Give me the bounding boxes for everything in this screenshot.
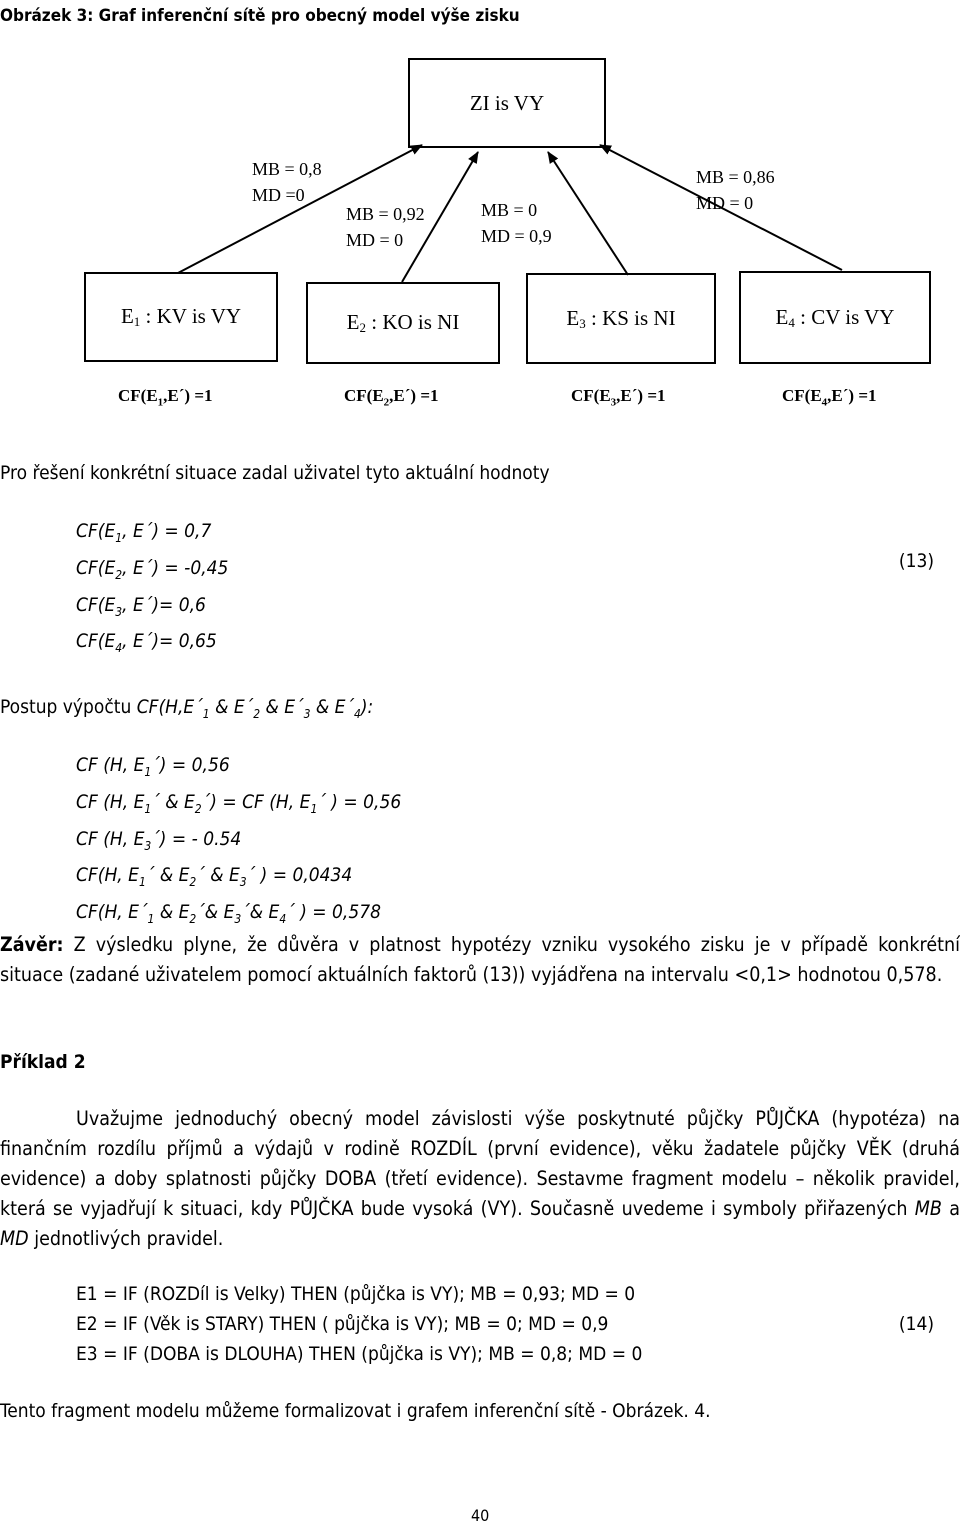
equation-number-13: (13) <box>898 550 934 572</box>
conclusion-label: Závěr: <box>0 933 64 956</box>
edge-label-4 <box>696 164 775 216</box>
cf-label-1: $CF(E_1,E´) =1$ <box>118 386 213 409</box>
evidence-node-3 <box>526 273 716 364</box>
rule-1: E1 = IF (ROZDíl is Velky) THEN (půjčka is VY); MB = 0,93; MD = 0 <box>76 1283 636 1305</box>
edge-4-md: MD = 0 <box>696 193 754 213</box>
calc-line-2: CF (H, $E_1´$ & $E_2´$) = CF (H, $E_1´$ ) = 0,56 <box>76 790 402 816</box>
hypothesis-label: ZI is VY <box>469 90 545 115</box>
calc-line-5: CF(H, $E´_1$ & $E_2´\&$ $E_3´\&$ $E_4´$ ) = 0,578 <box>76 901 381 926</box>
edge-4-mb: MB = 0,86 <box>696 167 775 187</box>
example-paragraph: Uvažujme jednoduchý obecný model závislosti výše poskytnuté půjčky PŮJČKA (hypotéza) na finančním rozdílu příjmů a výdajů v rodině ROZDÍL (první evidence), věku žadatele půjčky VĚK (druhá evidence) a doby splatnosti půjčky DOBA (třetí evidence). Sestavme fragment modelu – několik pravidel, která se vyjadřují k situaci, kdy PŮJČKA bude vysoká (VY). Současně uvedeme i symboly přiřazených MB a MD jednotlivých pravidel. <box>0 1107 960 1250</box>
calc-line-4: CF(H, $E_1´$ & $E_2´$ & $E_3´$ ) = 0,0434 <box>76 864 353 890</box>
edge-label-3 <box>481 197 552 249</box>
calculation-steps <box>76 750 401 934</box>
evidence-3-label: $E_3$ : KS is NI <box>566 305 676 331</box>
eq13-line-3: $CF(E_3$, E´)= 0,6 <box>76 593 206 619</box>
calc-line-1: CF (H, $E_1´) = 0,56$ <box>76 754 230 779</box>
evidence-node-2 <box>306 282 500 364</box>
equation-13 <box>76 516 228 663</box>
evidence-2-label: $E_2$ : KO is NI <box>346 310 460 335</box>
arrow-e3 <box>548 152 628 275</box>
page-number: 40 <box>471 1506 490 1525</box>
equation-number-14: (14) <box>898 1313 934 1335</box>
eq13-line-2: $CF(E_2$, E´) = -0,45 <box>76 556 229 582</box>
conclusion-text: Z výsledku plyne, že důvěra v platnost hypotézy vzniku vysokého zisku je v případě konkrétní situace (zadané uživatelem pomocí aktuálních faktorů (13)) vyjádřena na intervalu <0,1> hodnotou 0,578. <box>0 933 960 986</box>
cf-label-3: $CF(E_3,E´) =1$ <box>571 386 666 409</box>
edge-3-md: MD = 0,9 <box>481 226 552 246</box>
calc-line-3: CF (H, $E_3´$) = - 0.54 <box>76 827 242 853</box>
rules-block <box>76 1279 642 1369</box>
intro-line: Pro řešení konkrétní situace zadal uživatel tyto aktuální hodnoty <box>0 462 550 484</box>
evidence-1-label: $E_1$ : KV is VY <box>120 304 242 329</box>
cf-label-4: $CF(E_4,E´) =1$ <box>782 386 877 409</box>
evidence-node-4 <box>739 271 931 364</box>
eq13-line-4: $CF(E_4$, E´)= 0,65 <box>76 630 217 656</box>
procedure-line: Postup výpočtu $CF(H,E´_1$ & $E´_2$ & $E´_3$ & $E´_4$): <box>0 696 374 721</box>
edge-label-1 <box>252 156 322 208</box>
rule-3: E3 = IF (DOBA is DLOUHA) THEN (půjčka is VY); MB = 0,8; MD = 0 <box>76 1343 643 1365</box>
hypothesis-node <box>408 58 606 148</box>
edge-2-md: MD = 0 <box>346 230 404 250</box>
figure-caption: Obrázek 3: Graf inferenční sítě pro obecný model výše zisku <box>0 6 520 26</box>
cf-label-2: $CF(E_2,E´) =1$ <box>344 386 439 409</box>
evidence-node-1 <box>84 272 278 362</box>
edge-1-md: MD =0 <box>252 185 305 205</box>
evidence-4-label: $E_4$ : CV is VY <box>775 304 895 330</box>
eq13-line-1: $CF(E_1$, E´) = 0,7 <box>76 520 212 545</box>
conclusion-paragraph <box>0 930 960 990</box>
edge-label-2 <box>346 201 425 253</box>
closing-line: Tento fragment modelu můžeme formalizovat i grafem inferenční sítě - Obrázek. 4. <box>0 1400 711 1422</box>
example-heading: Příklad 2 <box>0 1051 86 1073</box>
edge-1-mb: MB = 0,8 <box>252 159 322 179</box>
edge-3-mb: MB = 0 <box>481 200 538 220</box>
edge-2-mb: MB = 0,92 <box>346 204 425 224</box>
rule-2: E2 = IF (Věk is STARY) THEN ( půjčka is VY); MB = 0; MD = 0,9 <box>76 1313 609 1335</box>
